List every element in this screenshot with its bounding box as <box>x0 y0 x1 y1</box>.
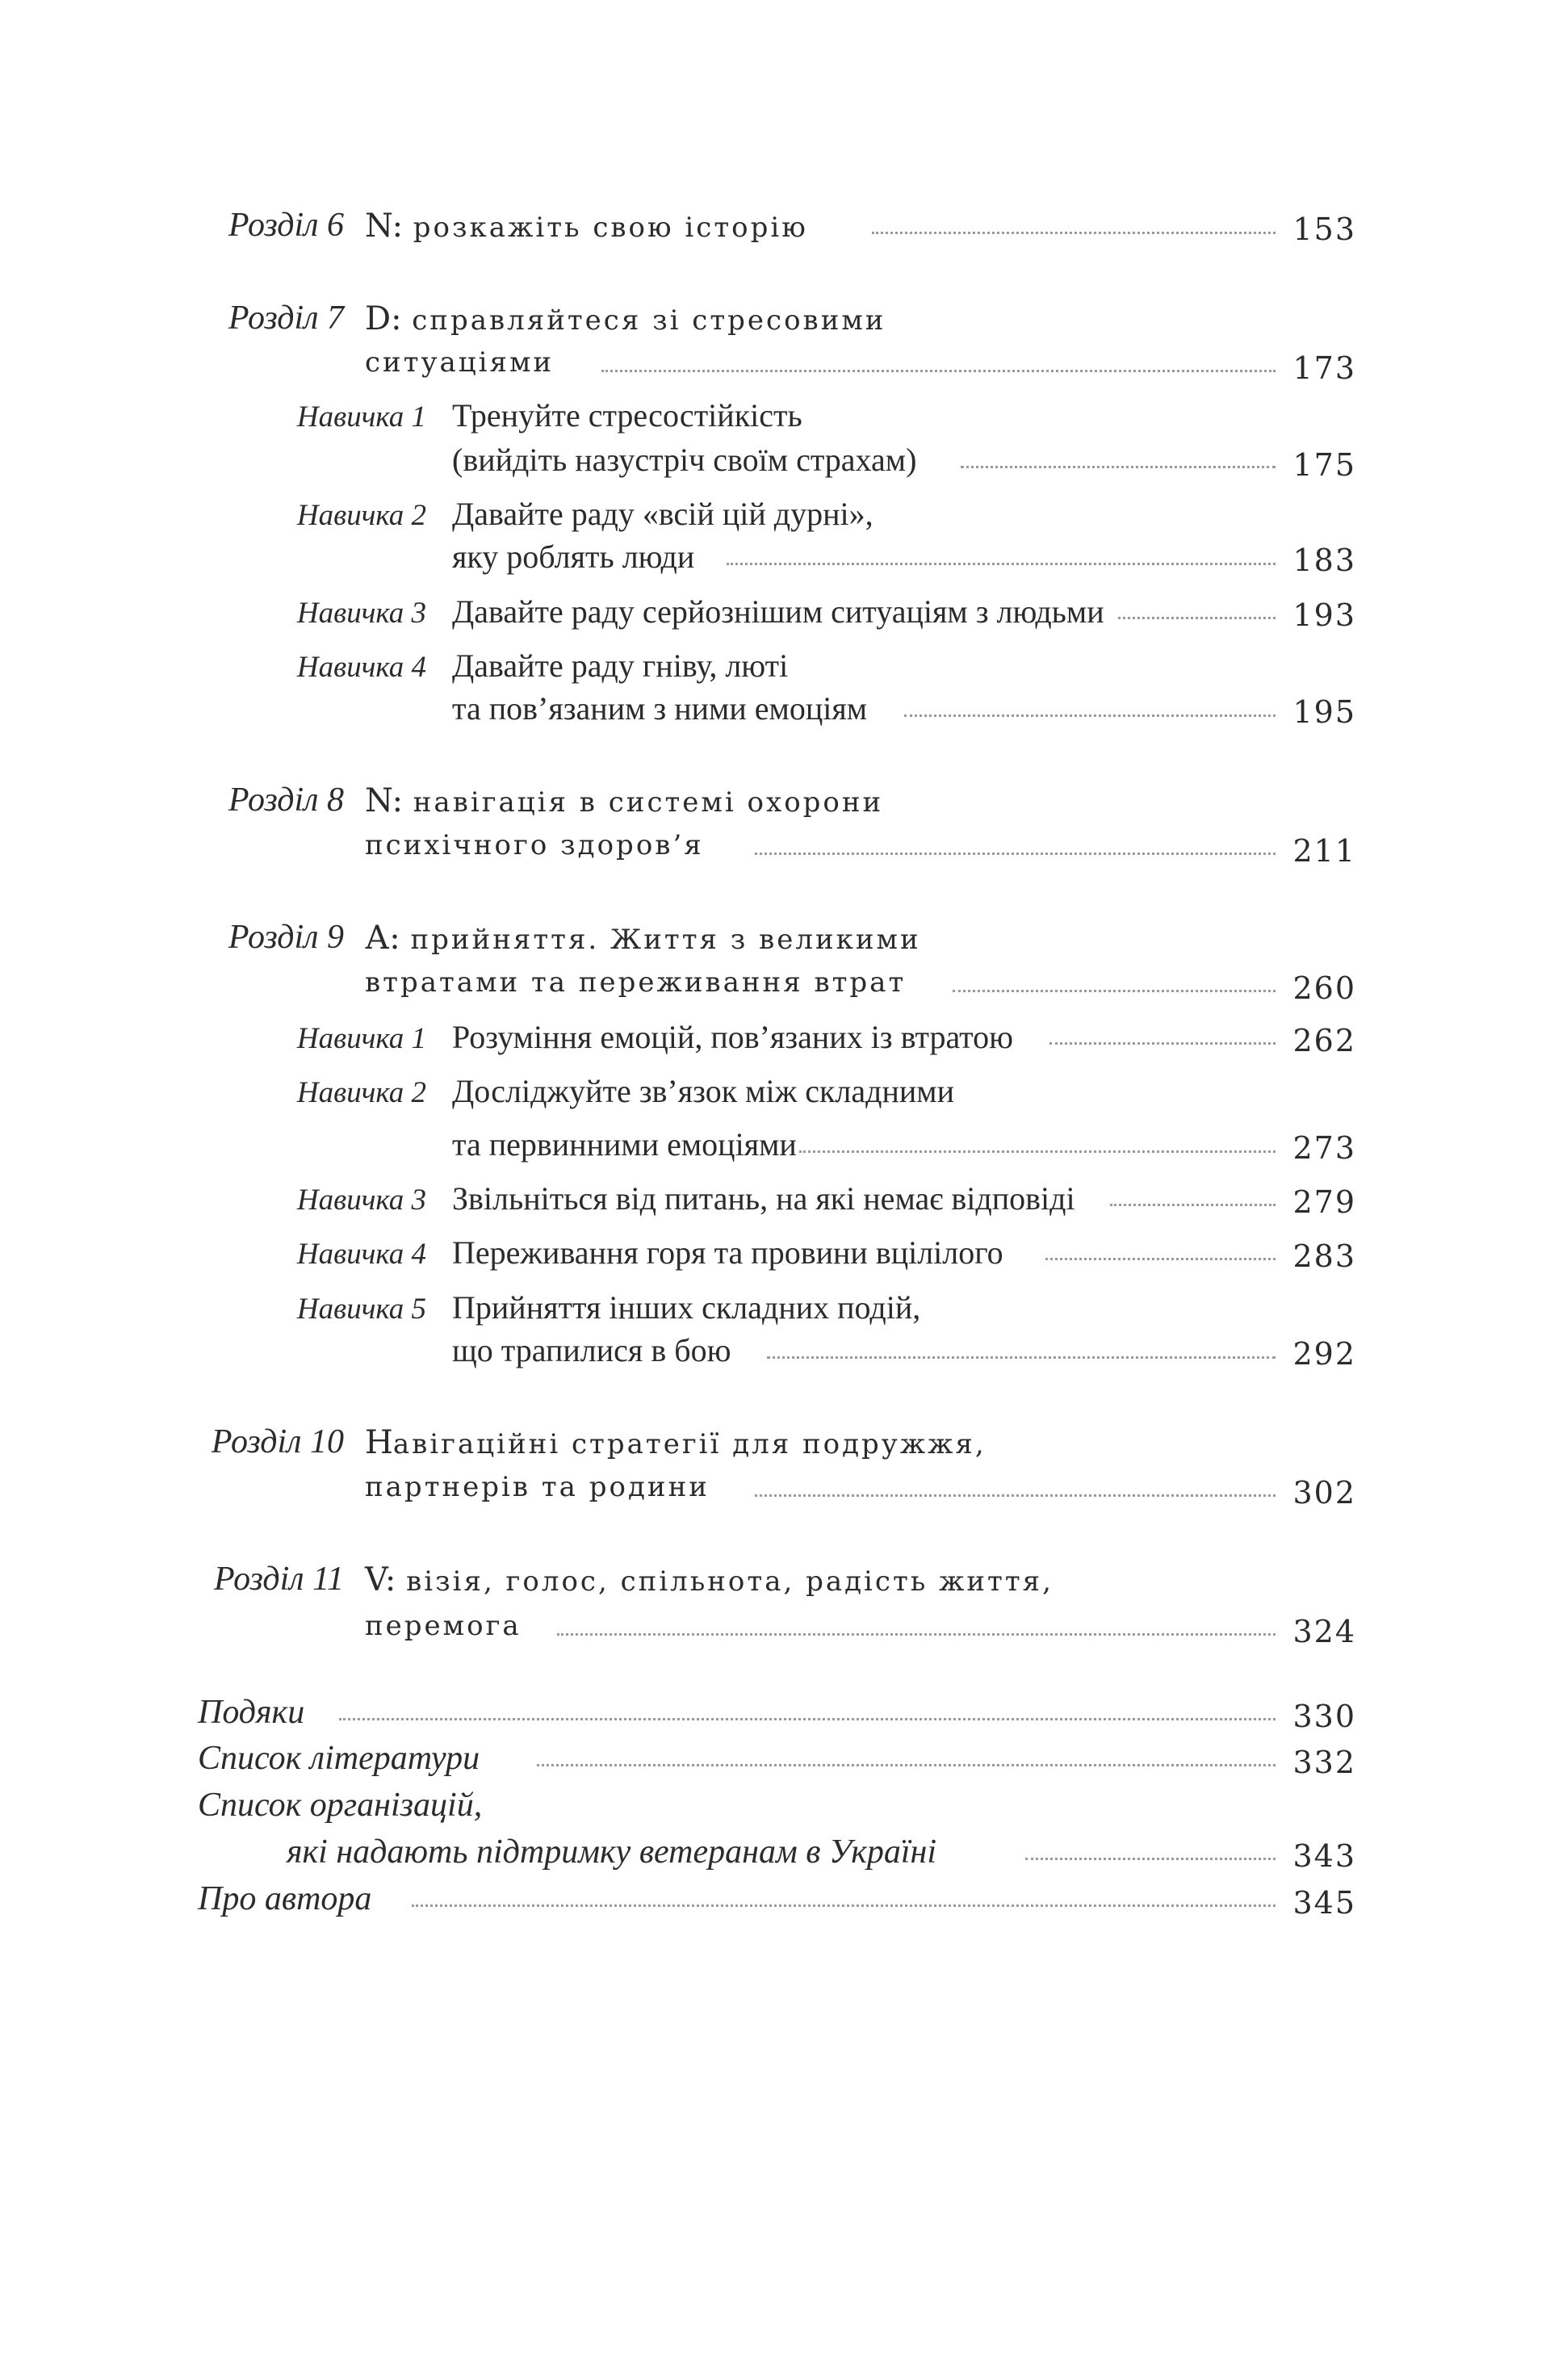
skill-title-line-1[interactable]: Переживання горя та провини вцілілого <box>452 1234 1003 1271</box>
chapter-title-line-2[interactable]: психічного здоров’я <box>365 829 704 861</box>
dot-leader <box>1049 1042 1276 1045</box>
page-number: 343 <box>1292 1838 1356 1874</box>
skill-label: Навичка 1 <box>296 400 426 434</box>
page-number: 302 <box>1292 1475 1356 1511</box>
chapter-title[interactable]: N: розкажіть свою історію <box>365 207 808 245</box>
skill-title-line-1[interactable]: Давайте раду серйознішим ситуаціям з людьми <box>452 593 1104 630</box>
skill-title-line-1[interactable]: Давайте раду гніву, люті <box>452 647 789 684</box>
dot-leader <box>904 714 1276 717</box>
dot-leader <box>1110 1204 1276 1206</box>
page-number: 262 <box>1292 1023 1356 1058</box>
page-number: 193 <box>1292 597 1356 633</box>
dot-leader <box>799 1150 1276 1153</box>
chapter-title-line-1[interactable]: D: справляйтеся зі стресовими <box>365 300 886 337</box>
dot-leader <box>1045 1258 1276 1260</box>
skill-label: Навичка 3 <box>296 597 426 630</box>
back-matter-title[interactable]: Про автора <box>198 1880 372 1917</box>
chapter-title-line-1[interactable]: N: навігація в системі охорони <box>365 782 884 819</box>
back-matter-title[interactable]: Список літератури <box>198 1740 480 1777</box>
chapter-label: Розділ 6 <box>228 207 344 244</box>
chapter-label: Розділ 7 <box>228 300 344 337</box>
chapter-title-line-1[interactable]: Навігаційні стратегії для подружжя, <box>365 1424 987 1461</box>
chapter-title-line-1[interactable]: А: прийняття. Життя з великими <box>365 920 921 957</box>
chapter-label: Розділ 8 <box>228 781 344 819</box>
page-number: 283 <box>1292 1238 1356 1274</box>
dot-leader <box>412 1904 1276 1907</box>
skill-title-line-2[interactable]: та первинними емоціями <box>452 1126 797 1163</box>
chapter-label: Розділ 9 <box>228 919 344 956</box>
skill-label: Навичка 4 <box>296 651 426 684</box>
back-matter-title[interactable]: Подяки <box>198 1694 305 1731</box>
page-number: 183 <box>1292 543 1356 578</box>
page-number: 195 <box>1292 694 1356 730</box>
page-number: 175 <box>1292 447 1356 483</box>
skill-title-line-2[interactable]: та пов’язаним з ними емоціям <box>452 690 868 727</box>
chapter-label: Розділ 11 <box>213 1561 344 1598</box>
skill-label: Навичка 2 <box>296 1076 426 1109</box>
skill-label: Навичка 4 <box>296 1238 426 1271</box>
skill-title-line-1[interactable]: Розуміння емоцій, пов’язаних із втратою <box>452 1019 1014 1055</box>
back-matter-title-line-1[interactable]: Список організацій, <box>198 1787 483 1824</box>
dot-leader <box>1025 1858 1276 1860</box>
dot-leader <box>1118 617 1276 619</box>
skill-title-line-1[interactable]: Звільніться від питань, на які немає відповіді <box>452 1180 1075 1217</box>
page-number: 279 <box>1292 1184 1356 1220</box>
page-number: 153 <box>1292 212 1356 247</box>
page-number: 332 <box>1292 1745 1356 1780</box>
skill-title-line-1[interactable]: Досліджуйте зв’язок між складними <box>452 1073 954 1109</box>
dot-leader <box>961 466 1276 468</box>
skill-title-line-1[interactable]: Прийняття інших складних подій, <box>452 1289 921 1326</box>
dot-leader <box>767 1356 1276 1359</box>
dot-leader <box>601 370 1276 372</box>
skill-title-line-2[interactable]: що трапилися в бою <box>452 1332 731 1368</box>
dot-leader <box>537 1764 1276 1766</box>
back-matter-title-line-2[interactable]: які надають підтримку ветеранам в Україні <box>287 1833 937 1871</box>
skill-label: Навичка 1 <box>296 1022 426 1055</box>
dot-leader <box>953 990 1276 992</box>
dot-leader <box>872 232 1276 234</box>
chapter-title-line-2[interactable]: партнерів та родини <box>365 1471 710 1503</box>
page-number: 330 <box>1292 1699 1356 1734</box>
chapter-title-line-2[interactable]: перемога <box>365 1610 522 1642</box>
chapter-title-line-2[interactable]: ситуаціями <box>365 346 555 379</box>
page-number: 324 <box>1292 1614 1356 1649</box>
page-number: 292 <box>1292 1336 1356 1372</box>
skill-label: Навичка 3 <box>296 1184 426 1217</box>
dot-leader <box>339 1718 1276 1720</box>
skill-label: Навичка 5 <box>296 1293 426 1326</box>
dot-leader <box>755 853 1276 855</box>
dot-leader <box>755 1494 1276 1497</box>
page-number: 260 <box>1292 970 1356 1006</box>
page-number: 211 <box>1292 833 1356 869</box>
skill-title-line-2[interactable]: (вийдіть назустріч своїм страхам) <box>452 442 917 478</box>
page-number: 173 <box>1292 350 1356 386</box>
page-number: 345 <box>1292 1885 1356 1921</box>
chapter-title-line-1[interactable]: V: візія, голос, спільнота, радість життя, <box>365 1561 1054 1599</box>
skill-title-line-1[interactable]: Тренуйте стресостійкість <box>452 397 802 434</box>
skill-label: Навичка 2 <box>296 499 426 532</box>
dot-leader <box>727 563 1276 565</box>
chapter-label: Розділ 10 <box>211 1423 344 1460</box>
dot-leader <box>557 1633 1276 1636</box>
skill-title-line-2[interactable]: яку роблять люди <box>452 538 695 575</box>
chapter-title-line-2[interactable]: втратами та переживання втрат <box>365 966 907 999</box>
page-number: 273 <box>1292 1130 1356 1166</box>
skill-title-line-1[interactable]: Давайте раду «всій цій дурні», <box>452 496 873 532</box>
